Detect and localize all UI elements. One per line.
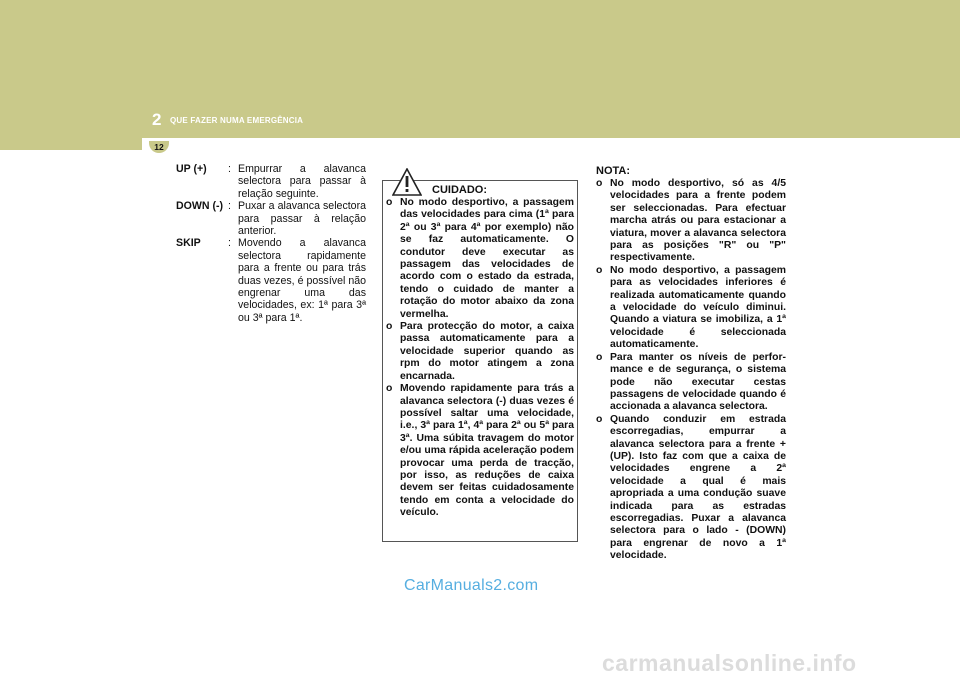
definition-text: Puxar a alavanca selectora para passar à relação anterior.: [238, 200, 366, 238]
bullet-mark: o: [386, 197, 393, 208]
definition-up: [176, 163, 366, 200]
bullet-text: No modo desportivo, a passagem para as velocidades inferiores é realizada automaticamente quando a velocidade do veículo diminui. Quando a viatura se imobiliza, a 1ª velocidade é seleccionada automaticamente.: [610, 264, 786, 351]
note-item: [596, 265, 786, 352]
caution-title: CUIDADO:: [432, 184, 487, 196]
bullet-text: Quando conduzir em estrada escorregadias, empurrar a alavanca selectora para a frente + (UP). Isto faz com que a caixa de velocidades engrene a 2ª velocidade a qual é mais apropriada a uma condução suave indicada para as estradas escorregadias. Puxar a alavanca selectora para o lado - (DOWN) para engrenar de novo a 1ª velocidade.: [610, 413, 786, 562]
page-number: 12: [149, 141, 169, 153]
definition-term: SKIP: [176, 237, 201, 250]
definition-text: Empurrar a alavanca selectora para passar à relação seguinte.: [238, 163, 366, 200]
definition-skip: [176, 237, 366, 324]
definition-down: [176, 200, 366, 237]
note-item: [596, 352, 786, 414]
caution-item: [386, 321, 574, 383]
bullet-mark: o: [596, 351, 603, 363]
note-item: [596, 414, 786, 563]
bullet-text: No modo desportivo, só as 4/5 velocidades para a frente podem ser seleccionadas. Para efectuar marcha atrás ou para estacionar a viatura, mover a alavanca selectora para as posições "R" ou "P" respectivamente.: [610, 178, 786, 264]
definitions-list: [176, 163, 366, 324]
bullet-mark: o: [596, 178, 603, 189]
note-title: NOTA:: [596, 165, 631, 177]
note-list: [596, 178, 786, 563]
bullet-mark: o: [386, 321, 393, 333]
bullet-text: Para manter os níveis de perfor-mance e de segurança, o sistema pode não executar cestas passagens de velocidade quando é accionada a alavanca selectora.: [610, 351, 786, 413]
definition-separator: :: [228, 237, 231, 250]
bullet-mark: o: [596, 264, 603, 276]
bullet-text: No modo desportivo, a passagem das velocidades para cima (1ª para 2ª ou 3ª para 4ª por exemplo) não se faz automaticamente. O condutor deve executar as passagem das velocidades de acordo com o estado da estrada, tendo o cuidado de manter a rotação do motor abaixo da zona vermelha.: [400, 197, 574, 320]
definition-text: Movendo a alavanca selectora rapidamente para a frente ou para trás duas vezes, é possível não engrenar uma das velocidades, ex: 1ª para 3ª ou 3ª para 1ª.: [238, 237, 366, 324]
note-item: [596, 178, 786, 265]
bullet-mark: o: [386, 383, 393, 395]
caution-item: [386, 197, 574, 321]
definition-separator: :: [228, 200, 231, 213]
watermark-link[interactable]: CarManuals2.com: [404, 577, 539, 594]
definition-term: UP (+): [176, 163, 207, 175]
caution-list: [386, 197, 574, 520]
definition-term: DOWN (-): [176, 200, 224, 213]
caution-item: [386, 383, 574, 519]
warning-triangle-icon: [392, 168, 422, 196]
chapter-number: 2: [152, 110, 162, 129]
chapter-title: QUE FAZER NUMA EMERGÊNCIA: [170, 116, 304, 125]
watermark-text: carmanualsonline.info: [602, 650, 857, 676]
bullet-mark: o: [596, 413, 603, 425]
definition-separator: :: [228, 163, 231, 175]
bullet-text: Para protecção do motor, a caixa passa automaticamente para a velocidade superior quando as rpm do motor atingem a zona encarnada.: [400, 321, 574, 382]
bullet-text: Movendo rapidamente para trás a alavanca selectora (-) duas vezes é possível saltar uma velocidade, i.e., 3ª para 1ª, 4ª para 2ª ou 5ª para 3ª. Uma súbita travagem do motor e/ou uma rápida aceleração podem provocar uma perda de tracção, por isso, as reduções de caixa devem ser feitas cuidadosamente tendo em conta a velocidade do veículo.: [400, 383, 574, 519]
